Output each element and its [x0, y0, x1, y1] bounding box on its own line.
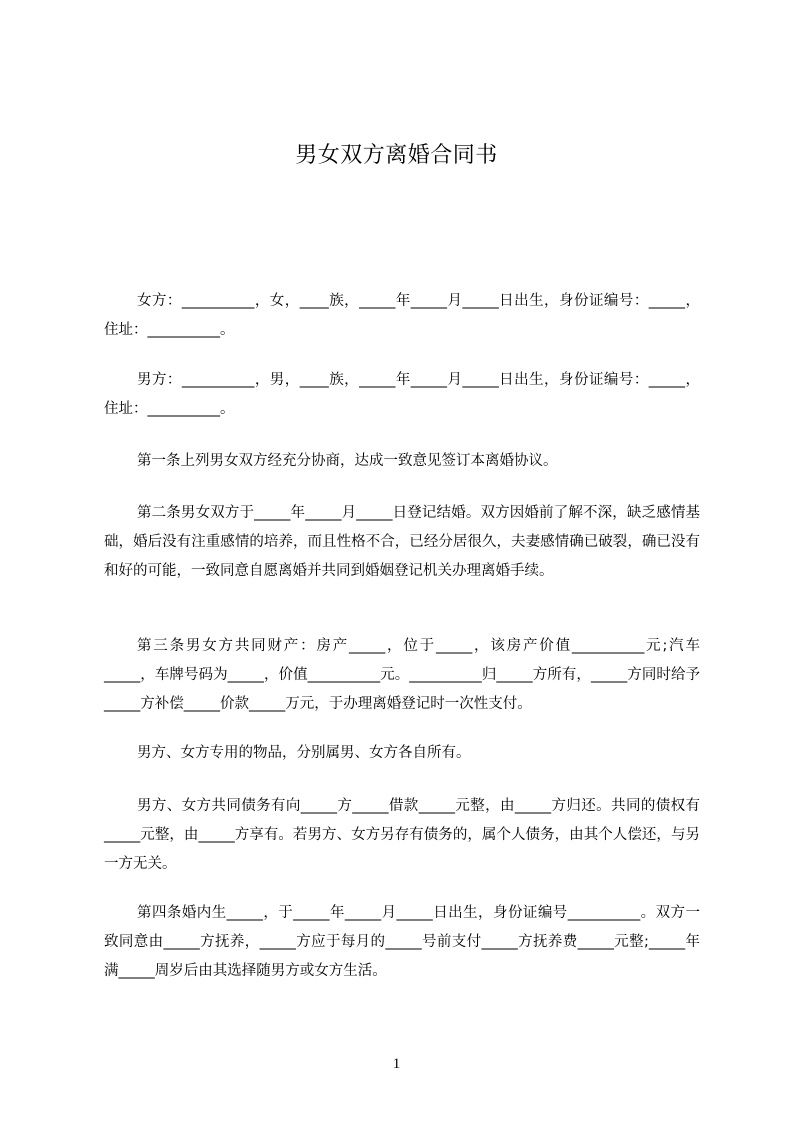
- paragraph-article-3: 第三条男女方共同财产：房产_____，位于_____，该房产价值__________元;汽车_____，车牌号码为_____，价值__________元。__________归_____方所有，_____方同时给予_____方补偿_____价款_____万元，于办理离婚登记时一次性支付。: [104, 638, 700, 712]
- paragraph-article-1: 第一条上列男女双方经充分协商，达成一致意见签订本离婚协议。: [137, 453, 558, 469]
- document-title: 男女双方离婚合同书: [295, 143, 498, 168]
- paragraph-article-2: 第二条男女双方于_____年_____月_____日登记结婚。双方因婚前了解不深，缺乏感情基础，婚后没有注重感情的培养，而且性格不合，已经分居很久，夫妻感情确已破裂，确已没有和好的可能，一致同意自愿离婚并共同到婚姻登记机关办理离婚手续。: [104, 505, 700, 579]
- paragraph-female-party: 女方：__________，女，____族，_____年_____月_____日出生，身份证编号：_____，住址：__________。: [104, 293, 700, 338]
- paragraph-article-4: 第四条婚内生_____，于_____年_____月_____日出生，身份证编号__________。双方一致同意由_____方抚养，_____方应于每月的_____号前支付_____方抚养费_____元整;_____年满_____周岁后由其选择随男方或女方生活。: [104, 905, 700, 979]
- paragraph-personal-items: 男方、女方专用的物品，分别属男、女方各自所有。: [137, 745, 471, 761]
- paragraph-debts: 男方、女方共同债务有向_____方_____借款_____元整，由_____方归还。共同的债权有_____元整，由_____方享有。若男方、女方另存有债务的，属个人债务，由其个人偿还，与另一方无关。: [104, 798, 700, 872]
- page-number: 1: [392, 1056, 401, 1072]
- paragraph-male-party: 男方：__________，男，____族，_____年_____月_____日出生，身份证编号：_____，住址：__________。: [104, 372, 700, 417]
